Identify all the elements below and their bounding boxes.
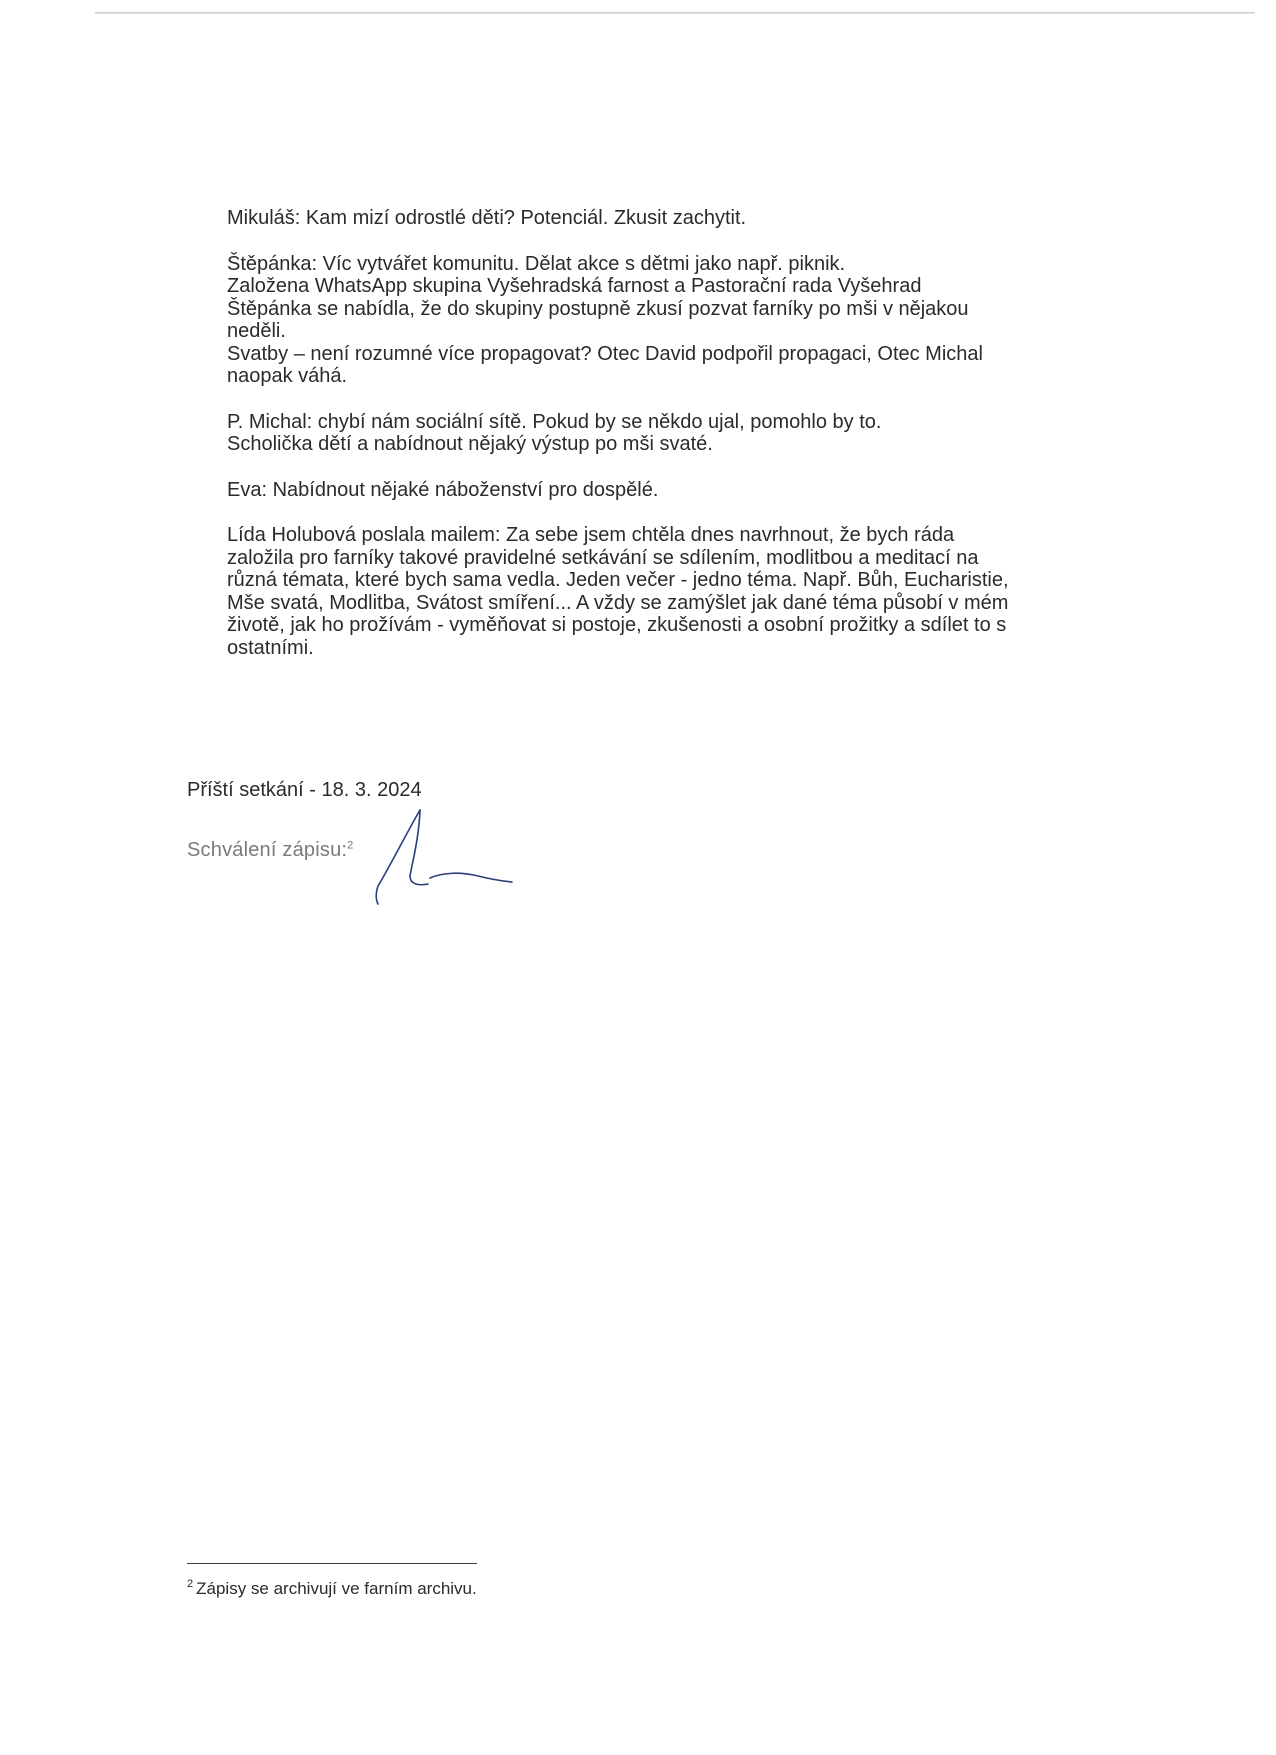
- paragraph-p-michal: [227, 411, 1107, 456]
- footnote-reference: 2: [347, 839, 354, 852]
- text-line: Mikuláš: Kam mizí odrostlé děti? Potenciál. Zkusit zachytit.: [227, 207, 747, 229]
- text-line: Štěpánka se nabídla, že do skupiny postupně zkusí pozvat farníky po mši v nějakou: [227, 297, 969, 320]
- text-line: Lída Holubová poslala mailem: Za sebe jsem chtěla dnes navrhnout, že bych ráda: [227, 524, 955, 546]
- text-line: ostatními.: [227, 636, 314, 659]
- signature-image: [370, 808, 520, 908]
- text-line: životě, jak ho prožívám - vyměňovat si postoje, zkušenosti a osobní prožitky a sdílet to s: [227, 614, 1007, 636]
- paragraph-lida-holubova: [227, 524, 1107, 659]
- text-line: Eva: Nabídnout nějaké náboženství pro dospělé.: [227, 478, 659, 501]
- footnote-text: Zápisy se archivují ve farním archivu.: [196, 1579, 477, 1598]
- next-meeting-line: Příští setkání - 18. 3. 2024: [187, 779, 422, 801]
- paragraph-stepanka: [227, 253, 1107, 388]
- text-line: založila pro farníky takové pravidelné setkávání se sdílením, modlitbou a meditací na: [227, 546, 979, 569]
- text-line: Scholička dětí a nabídnout nějaký výstup po mši svaté.: [227, 433, 713, 455]
- footnote-number: 2: [187, 1578, 194, 1591]
- footnote-separator: [187, 1563, 477, 1564]
- approval-label: Schválení zápisu:: [187, 839, 348, 861]
- scan-edge: [95, 12, 1255, 14]
- text-line: Mše svatá, Modlitba, Svátost smíření... A vždy se zamýšlet jak dané téma působí v mém: [227, 591, 1009, 614]
- text-line: Štěpánka: Víc vytvářet komunitu. Dělat akce s dětmi jako např. piknik.: [227, 252, 846, 275]
- approval-line: [187, 838, 354, 862]
- paragraph-eva: [227, 479, 1107, 502]
- text-line: Založena WhatsApp skupina Vyšehradská farnost a Pastorační rada Vyšehrad: [227, 275, 922, 297]
- text-line: naopak váhá.: [227, 365, 348, 387]
- paragraph-mikulas: [227, 207, 1107, 230]
- text-line: P. Michal: chybí nám sociální sítě. Pokud by se někdo ujal, pomohlo by to.: [227, 410, 882, 433]
- text-line: Svatby – není rozumné více propagovat? Otec David podpořil propagaci, Otec Michal: [227, 342, 983, 365]
- document-body: [227, 207, 1107, 682]
- text-line: neděli.: [227, 320, 286, 342]
- text-line: různá témata, které bych sama vedla. Jeden večer - jedno téma. Např. Bůh, Eucharistie,: [227, 569, 1009, 591]
- footnote: [187, 1578, 477, 1600]
